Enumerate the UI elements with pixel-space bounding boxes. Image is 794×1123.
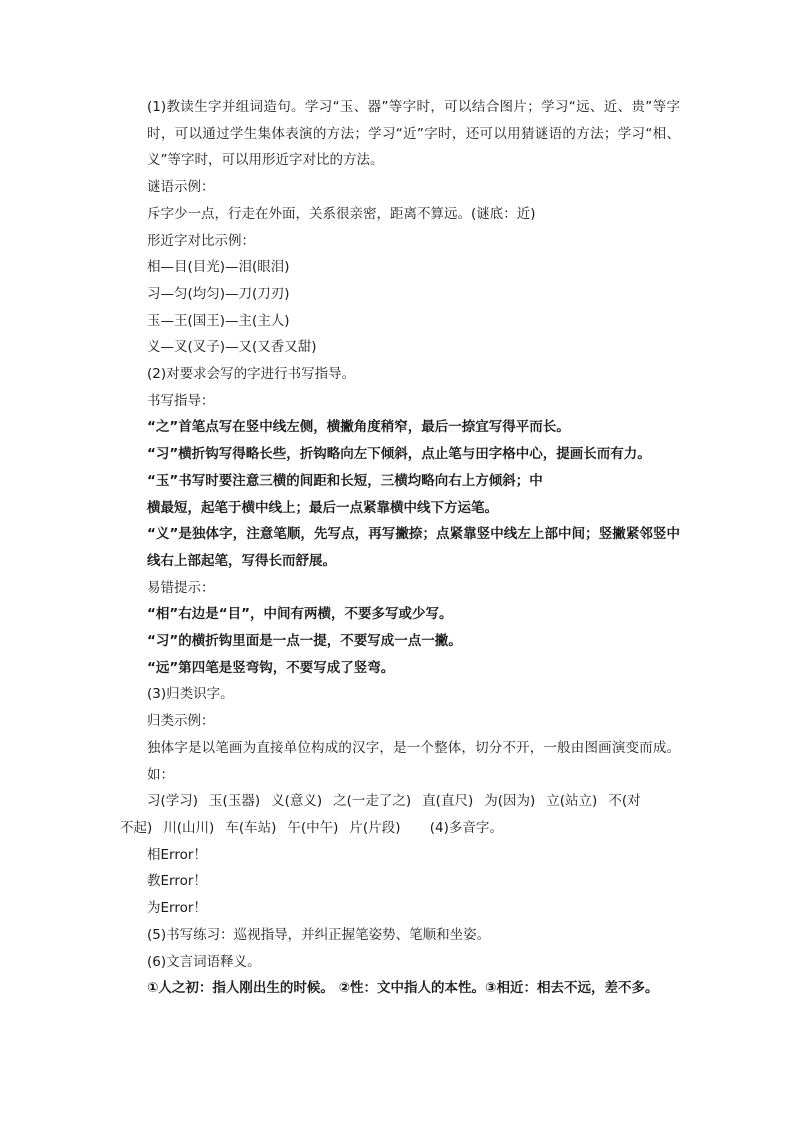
section-heading-practice: (5)书写练习：巡视指导，并纠正握笔姿势、笔顺和坐姿。 <box>147 926 491 943</box>
char-entry: 片(片段) <box>349 819 401 836</box>
paragraph-teaching-method: (1)教读生字并组词造句。学习“玉、器”等字时，可以结合图片；学习“远、近、贵”等字时，可以通过学生集体表演的方法；学习“近”字时，还可以用猜谜语的方法；学习“相、义”等字时，可以用形近字对比的方法。 <box>147 99 680 169</box>
section-heading-writing: (2)对要求会写的字进行书写指导。 <box>147 366 356 383</box>
writing-guide-label: 书写指导： <box>147 392 215 409</box>
riddle-label: 谜语示例： <box>147 179 215 196</box>
char-list-line <box>120 788 680 815</box>
similar-chars-label: 形近字对比示例： <box>147 232 255 249</box>
error-tip-item: “习”的横折钩里面是一点一提，不要写成一点一撇。 <box>147 633 462 650</box>
section-heading-polyphone: (4)多音字。 <box>429 819 503 836</box>
classical-definitions: ①人之初：指人刚出生的时候。 ②性：文中指人的本性。③相近：相去不远，差不多。 <box>147 980 659 997</box>
writing-guide-item: “习”横折钩写得略长些，折钩略向左下倾斜，点止笔与田字格中心，提画长而有力。 <box>147 446 651 463</box>
polyphone-item: 教Error！ <box>147 873 207 890</box>
classify-text: 独体字是以笔画为直接单位构成的汉字，是一个整体，切分不开，一般由图画演变而成。如： <box>147 739 680 783</box>
polyphone-item: 为Error！ <box>147 900 207 917</box>
char-entry: 立(站立) <box>546 793 598 810</box>
char-entry: 玉(玉器) <box>209 793 261 810</box>
writing-guide-item: “之”首笔点写在竖中线左侧，横撇角度稍窄，最后一捺宜写得平而长。 <box>147 419 570 436</box>
char-entry: 不(对 <box>608 793 641 810</box>
document-body <box>120 94 680 1002</box>
similar-chars-item: 相—目(目光)—泪(眼泪) <box>147 259 290 276</box>
char-entry: 习(学习) <box>147 793 199 810</box>
similar-chars-item: 义—叉(叉子)—又(又香又甜) <box>147 339 317 356</box>
error-tip-item: “远”第四笔是竖弯钩，不要写成了竖弯。 <box>147 659 395 676</box>
writing-guide-item: “玉”书写时要注意三横的间距和长短，三横均略向右上方倾斜；中 <box>147 472 543 489</box>
writing-guide-item: 横最短，起笔于横中线上；最后一点紧靠横中线下方运笔。 <box>147 499 498 516</box>
error-tips-label: 易错提示： <box>147 579 215 596</box>
similar-chars-item: 玉—王(国王)—主(主人) <box>147 312 290 329</box>
char-entry: 直(直尺) <box>422 793 474 810</box>
section-heading-classical: (6)文言词语释义。 <box>147 953 261 970</box>
polyphone-item: 相Error！ <box>147 846 207 863</box>
classify-label: 归类示例： <box>147 713 215 730</box>
char-entry: 川(山川) <box>163 819 215 836</box>
char-entry: 不起) <box>120 819 153 836</box>
error-tip-item: “相”右边是“目”，中间有两横，不要多写或少写。 <box>147 606 453 623</box>
char-entry: 车(车站) <box>225 819 277 836</box>
similar-chars-item: 习—匀(均匀)—刀(刀刃) <box>147 285 290 302</box>
char-entry: 为(因为) <box>484 793 536 810</box>
riddle-text: 斥字少一点，行走在外面，关系很亲密，距离不算远。(谜底：近) <box>147 205 536 222</box>
char-entry: 义(意义) <box>271 793 323 810</box>
writing-guide-item: “义”是独体字，注意笔顺，先写点，再写撇捺；点紧靠竖中线左上部中间；竖撇紧邻竖中线右上部起笔，写得长而舒展。 <box>147 526 680 569</box>
char-entry: 之(一走了之) <box>333 793 412 810</box>
section-heading-classify: (3)归类识字。 <box>147 686 234 703</box>
char-entry: 午(中午) <box>287 819 339 836</box>
char-list-line <box>120 815 680 842</box>
